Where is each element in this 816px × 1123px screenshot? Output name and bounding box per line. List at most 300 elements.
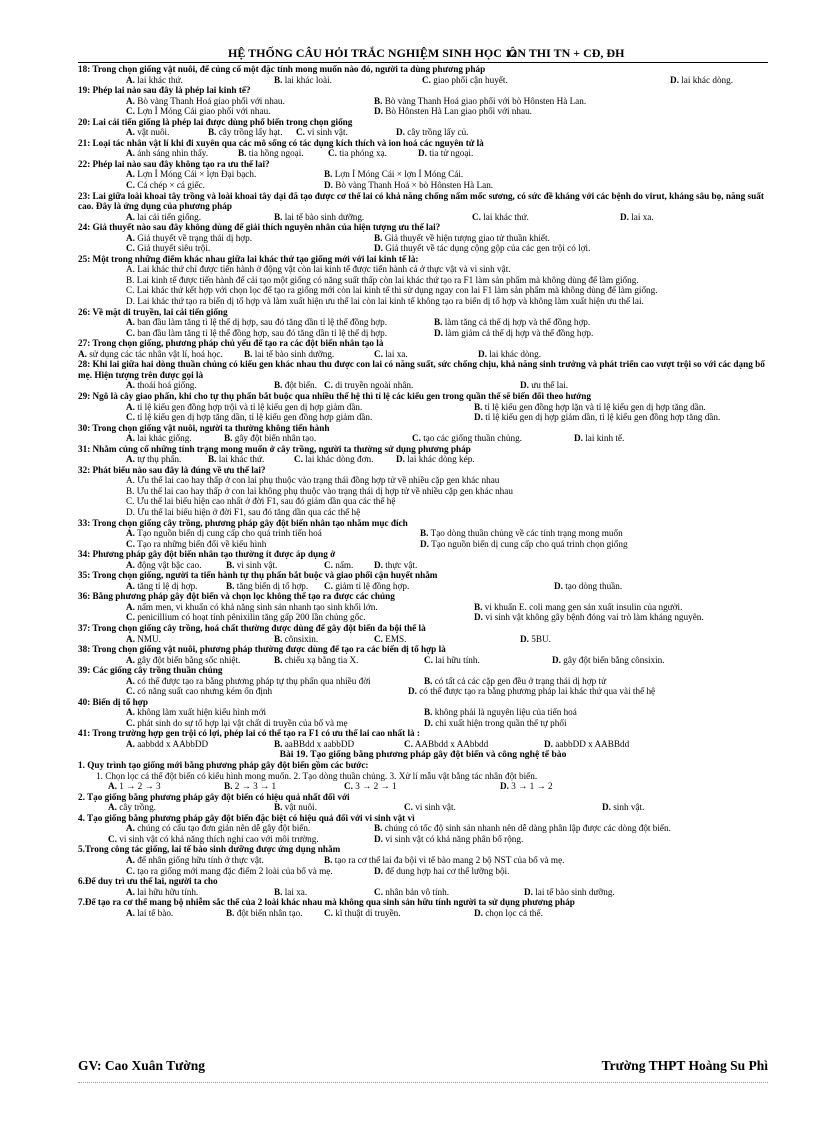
question-stem: 31: Nhằm củng cố những tính trạng mong muốn ở cây trồng, người ta thường sử dụng phương pháp <box>78 443 471 454</box>
option-text: 2 → 3 → 1 <box>234 781 277 792</box>
options-row <box>78 433 768 444</box>
option-text: gây đột biến nhân tạo. <box>234 433 317 444</box>
page-header <box>78 46 768 62</box>
option-text: lai tế bào sinh dưỡng. <box>254 348 335 359</box>
answer-option <box>226 560 277 571</box>
answer-option <box>274 887 307 898</box>
option-letter: A. <box>78 348 87 359</box>
answer-option <box>274 634 318 645</box>
answer-option <box>126 718 348 729</box>
option-letter: C. <box>324 559 333 570</box>
option-letter: B. <box>424 675 433 686</box>
answer-option <box>422 75 508 86</box>
answer-option <box>544 739 629 750</box>
option-letter: B. <box>274 739 283 749</box>
option-letter: C. <box>296 127 305 138</box>
answer-option <box>374 887 449 898</box>
option-text: lai xa. <box>385 348 408 359</box>
answer-option <box>324 908 401 919</box>
option-text: cônsixin. <box>284 633 319 644</box>
options-row <box>78 823 768 834</box>
option-letter: A. <box>126 907 135 918</box>
option-text: Lợn Ỉ Móng Cái × lợn Ỉ Móng Cái. <box>334 169 464 180</box>
option-text: nhân bản vô tính. <box>385 886 450 897</box>
options-row <box>78 739 768 750</box>
option-text: để nhân giống hữu tính ở thực vật. <box>137 855 264 866</box>
answer-option <box>424 655 480 666</box>
option-letter: B. <box>226 559 235 570</box>
answer-option <box>126 560 202 571</box>
answer-option <box>244 349 334 360</box>
option-text: kĩ thuật di truyền. <box>335 907 401 918</box>
option-text: vật nuôi. <box>284 802 317 813</box>
options-row <box>78 148 768 159</box>
question-stem: 30: Trong chọn giống vật nuôi, người ta thường không tiến hành <box>78 422 330 433</box>
option-text: lai kinh tế. <box>585 433 625 444</box>
option-text: NMU. <box>137 633 161 644</box>
answer-option <box>620 212 654 223</box>
answer-option <box>126 317 387 328</box>
answer-option <box>324 180 493 191</box>
option-text: tỉ lệ kiểu gen đồng hợp lặn và tỉ lệ kiểu gen dị hợp tăng dần. <box>484 401 706 412</box>
options-row <box>78 402 768 413</box>
answer-option <box>296 127 348 138</box>
answer-option <box>126 380 197 391</box>
answer-option <box>412 433 522 444</box>
option-letter: C. <box>472 211 481 222</box>
option-letter: B. <box>420 528 429 539</box>
question-stem: 29: Ngô là cây giao phấn, khi cho tự thụ phấn bắt buộc qua nhiều thế hệ thì tỉ lệ các kiểu gen trong quần thể sẽ biến đổi theo hướng <box>78 390 591 401</box>
option-text: lai tế bào sinh dưỡng. <box>535 886 615 897</box>
answer-option <box>374 243 590 254</box>
options-row <box>78 349 768 360</box>
question-stem: 25: Một trong những điểm khác nhau giữa lai khác thứ tạo giống mới với lai kinh tế là: <box>78 253 419 264</box>
option-letter: B. <box>374 823 383 834</box>
option-letter: D. <box>520 380 529 391</box>
option-letter: A. <box>126 169 135 180</box>
answer-option <box>226 908 303 919</box>
option-text: tạo ra giống mới mang đặc điểm 2 loài của bố và mẹ. <box>137 865 333 876</box>
option-text: lai khác thứ. <box>137 74 183 85</box>
answer-option <box>434 328 593 339</box>
options-row <box>78 602 768 613</box>
answer-option <box>294 454 373 465</box>
option-letter: D. <box>374 833 383 844</box>
question-stem: 39: Các giống cây trồng thuần chủng <box>78 665 223 676</box>
options-row <box>78 96 768 107</box>
option-text: ban đầu làm tăng tỉ lệ thể dị hợp, sau đó tăng dần tỉ lệ thể đồng hợp. <box>137 317 388 328</box>
answer-option <box>554 581 622 592</box>
option-text: aabbdd x AAbbDD <box>137 739 209 749</box>
answer-option <box>424 707 577 718</box>
option-text: đột biến nhân tạo. <box>236 907 303 918</box>
option-text: Bò vàng Thanh Hoá giao phối với nhau. <box>137 95 285 106</box>
answer-option <box>126 539 266 550</box>
answer-option <box>424 676 606 687</box>
page-footer <box>78 1058 768 1078</box>
option-text: tia tử ngoại. <box>429 148 474 159</box>
answer-option <box>374 349 408 360</box>
answer-option <box>126 602 378 613</box>
option-text: 3 → 2 → 1 <box>355 781 397 792</box>
option-text: sinh vật. <box>613 802 645 813</box>
question-stem: 35: Trong chọn giống, người ta tiến hành tự thụ phấn bắt buộc và giao phối cận huyết nhằm <box>78 570 438 581</box>
option-text: tự thụ phấn. <box>137 454 182 465</box>
option-text: vi sinh vật có khả năng phân bố rộng. <box>385 833 524 844</box>
answer-option: D. Ưu thế lai biểu hiện ở đời F1, sau đó tăng dần qua các thế hệ <box>126 506 361 517</box>
option-letter: C. <box>108 833 117 844</box>
answer-option <box>126 169 256 180</box>
option-letter: C. <box>344 781 353 792</box>
option-letter: B. <box>474 401 483 412</box>
answer-option <box>574 433 624 444</box>
options-row <box>78 560 768 571</box>
answer-option <box>108 802 156 813</box>
option-letter: B. <box>434 317 443 328</box>
option-letter: D. <box>520 633 529 644</box>
answer-option <box>126 402 362 413</box>
options-row <box>78 75 768 86</box>
option-letter: B. <box>324 855 333 866</box>
option-letter: D. <box>620 211 629 222</box>
answer-option <box>126 887 198 898</box>
option-text: chúng có tốc độ sinh sản nhanh nên dễ dàng phân lập được các dòng đột biến. <box>384 823 671 834</box>
answer-option <box>126 148 208 159</box>
option-letter: A. <box>126 739 135 749</box>
answer-option <box>126 328 387 339</box>
option-text: aaBBdd x aabbDD <box>284 739 355 749</box>
option-text: ưu thế lai. <box>531 380 569 391</box>
option-letter: A. <box>126 433 135 444</box>
option-letter: B. <box>224 433 233 444</box>
option-letter: A. <box>126 148 135 159</box>
answer-option <box>374 233 550 244</box>
option-letter: D. <box>374 106 383 117</box>
option-letter: C. <box>126 612 135 623</box>
question-stem: 32: Phát biểu nào sau đây là đúng về ưu thế lai? <box>78 464 266 475</box>
options-row <box>78 802 768 813</box>
option-letter: C. <box>126 865 135 876</box>
answer-option <box>374 834 523 845</box>
options-row <box>78 454 768 465</box>
option-text: tỉ lệ kiểu gen đồng hợp trội và tỉ lệ kiểu gen dị hợp giảm dần. <box>137 401 363 412</box>
option-letter: A. <box>126 707 135 718</box>
option-letter: B. <box>374 232 383 243</box>
option-text: vi sinh vật không gây bệnh đóng vai trò làm kháng nguyên. <box>485 612 704 623</box>
option-letter: D. <box>670 74 679 85</box>
option-letter: D. <box>374 243 383 254</box>
option-letter: B. <box>226 580 235 591</box>
option-letter: A. <box>126 823 135 834</box>
question-stem: 20: Lai cải tiến giống là phép lai được dùng phổ biến trong chọn giống <box>78 116 353 127</box>
answer-option <box>126 823 310 834</box>
answer-option <box>226 581 308 592</box>
answer-option <box>126 612 366 623</box>
answer-option <box>274 655 358 666</box>
option-letter: A. <box>126 580 135 591</box>
option-text: lai tế bào. <box>137 907 174 918</box>
answer-option: D. Lai khác thứ tạo ra biến dị tổ hợp và làm xuất hiện ưu thế lai còn lai kinh tế không tạo ra biến dị tổ hợp và không làm xuất hiện ưu thế lai. <box>126 296 644 307</box>
option-text: vi sinh vật. <box>236 559 278 570</box>
option-letter: D. <box>396 454 405 465</box>
answer-option <box>126 180 205 191</box>
answer-option <box>324 581 409 592</box>
option-letter: A. <box>126 528 135 539</box>
answer-option <box>552 655 665 666</box>
option-text: tia hồng ngoại. <box>248 148 304 159</box>
answer-option <box>474 612 704 623</box>
option-letter: C. <box>404 802 413 813</box>
options-row <box>78 908 768 919</box>
options-row <box>78 243 768 254</box>
question-stem: 27: Trong chọn giống, phương pháp chủ yếu để tạo ra các đột biến nhân tạo là <box>78 338 384 349</box>
option-letter: B. <box>208 127 217 138</box>
option-letter: D. <box>418 148 427 159</box>
option-text: Tạo dòng thuần chủng về các tính trạng mong muốn <box>430 528 623 539</box>
option-letter: D. <box>554 580 563 591</box>
option-letter: B. <box>226 907 235 918</box>
question-stem: 1. Quy trình tạo giống mới bằng phương pháp gây đột biến gồm các bước: <box>78 760 369 771</box>
option-text: lai khác dòng kép. <box>407 454 475 465</box>
option-letter: D. <box>424 717 433 728</box>
option-letter: B. <box>208 454 217 465</box>
option-text: Tạo nguồn biến dị cung cấp cho quá trình chọn giống <box>431 538 628 549</box>
answer-option: B. Lai kinh tế được tiến hành để cải tạo một giống có năng suất thấp còn lai khác thứ tạo ra F1 làm sản phẩm mà không dùng để làm giống. <box>126 274 639 285</box>
option-letter: B. <box>274 654 283 665</box>
answer-option <box>434 317 590 328</box>
option-letter: D. <box>420 538 429 549</box>
answer-option: A. Ưu thế lai cao hay thấp ở con lai phụ thuộc vào trạng thái đồng hợp tử về nhiều cặp gen khác nhau <box>126 475 500 486</box>
option-text: lai khác thứ. <box>218 454 265 465</box>
answer-option <box>274 380 317 391</box>
options-row <box>78 781 768 792</box>
option-text: không làm xuất hiện kiểu hình mới <box>137 707 267 718</box>
option-letter: A. <box>126 232 135 243</box>
answer-option <box>374 106 532 117</box>
question-list <box>78 64 768 918</box>
option-text: chúng có cấu tạo đơn giản nên dễ gây đột biến. <box>137 823 311 834</box>
option-text: gây đột biến bằng sốc nhiệt. <box>137 654 241 665</box>
option-text: tia phóng xạ. <box>339 148 387 159</box>
option-text: tăng tỉ lệ dị hợp. <box>137 580 198 591</box>
option-text: gây đột biến bằng cônsixin. <box>563 654 665 665</box>
answer-option <box>126 528 322 539</box>
option-text: nấm men, vi khuẩn có khả năng sinh sản nhanh tạo sinh khối lớn. <box>137 601 378 612</box>
answer-option <box>274 212 364 223</box>
answer-option <box>108 781 161 792</box>
option-letter: A. <box>108 781 117 792</box>
answer-option <box>108 834 319 845</box>
option-text: tỉ lệ kiểu gen dị hợp tăng dần, tỉ lệ kiểu gen đồng hợp giảm dần. <box>137 412 373 423</box>
question-stem: 7.Để tạo ra cơ thể mang bộ nhiễm sắc thể của 2 loài khác nhau mà không qua sinh sản hữu tính người ta sử dụng phương pháp <box>78 897 575 908</box>
answer-option <box>474 412 720 423</box>
header-subtitle: ÔN THI TN + CĐ, ĐH <box>508 46 625 60</box>
option-letter: A. <box>126 654 135 665</box>
option-letter: B. <box>324 169 333 180</box>
answer-option <box>324 169 463 180</box>
answer-option <box>344 781 397 792</box>
option-text: Giả thuyết về hiện tượng giao tử thuần khiết. <box>384 232 550 243</box>
option-text: thực vật. <box>385 559 418 570</box>
option-text: vi sinh vật có khả năng thích nghi cao với môi trường. <box>119 833 319 844</box>
answer-option <box>78 349 223 360</box>
option-text: lai khác loài. <box>284 74 332 85</box>
question-stem: 19: Phép lai nào sau đây là phép lai kinh tế? <box>78 85 251 96</box>
options-row <box>78 233 768 244</box>
option-letter: D. <box>602 802 611 813</box>
option-text: có năng suất cao nhưng kém ổn định <box>137 686 273 697</box>
step-list: 1. Chọn lọc cá thể đột biến có kiểu hình mong muốn. 2. Tạo dòng thuần chủng. 3. Xử lí mẫu vật bằng tác nhân đột biến. <box>96 770 538 781</box>
option-letter: B. <box>274 633 283 644</box>
option-text: tạo ra cơ thể lai đa bội vì tế bào mang 2 bộ NST của bố và mẹ. <box>334 855 565 866</box>
option-letter: D. <box>408 686 417 697</box>
option-text: giảm tỉ lệ đồng hợp. <box>335 580 410 591</box>
option-text: 5BU. <box>531 633 551 644</box>
option-text: giao phối cận huyết. <box>433 74 508 85</box>
question-stem: 18: Trong chọn giống vật nuôi, để củng cố một đặc tính mong muốn nào đó, người ta dùng phương pháp <box>78 64 486 74</box>
options-row <box>78 317 768 328</box>
footer-rule <box>78 1082 768 1083</box>
answer-option <box>324 380 413 391</box>
answer-option <box>374 96 586 107</box>
answer-option <box>420 528 623 539</box>
option-letter: A. <box>126 855 135 866</box>
option-letter: C. <box>324 580 333 591</box>
option-text: có tất cả các cặp gen đều ở trạng thái dị hợp tử <box>434 675 607 686</box>
option-text: để dung hợp hai cơ thể lưỡng bội. <box>385 865 510 876</box>
option-text: 3 → 1 → 2 <box>511 781 553 792</box>
option-text: Giả thuyết về tác dụng cộng gộp của các gen trội có lợi. <box>385 243 591 254</box>
answer-option <box>126 676 371 687</box>
option-letter: B. <box>274 886 283 897</box>
options-row <box>78 707 768 718</box>
options-row <box>78 212 768 223</box>
answer-option <box>396 454 475 465</box>
answer-option <box>474 908 543 919</box>
options-row <box>78 887 768 898</box>
answer-option <box>478 349 541 360</box>
answer-option <box>126 233 252 244</box>
answer-option <box>418 148 473 159</box>
option-text: có thể được tạo ra bằng phương pháp lai khác thứ qua vài thế hệ <box>419 686 656 697</box>
option-letter: A. <box>126 601 135 612</box>
option-letter: B. <box>274 74 283 85</box>
header-rule <box>78 62 768 63</box>
answer-option <box>474 602 682 613</box>
option-text: Lợn Ỉ Móng Cái giao phối với nhau. <box>137 106 271 117</box>
option-text: nấm. <box>335 559 354 570</box>
option-letter: D. <box>552 654 561 665</box>
answer-option: C. Lai khác thứ kết hợp với chọn lọc để tạo ra giống mới còn lai kinh tế thì sử dụng ngay con lai F1 làm sản phẩm mà không dùng để làm giống. <box>126 285 658 296</box>
question-stem: 24: Giả thuyết nào sau đây không dùng để giải thích nguyên nhân của hiện tượng ưu thế lai? <box>78 222 441 233</box>
document-page <box>78 46 768 918</box>
answer-option <box>126 212 201 223</box>
option-text: ánh sáng nhìn thấy. <box>137 148 209 159</box>
answer-option <box>324 855 564 866</box>
option-letter: D. <box>544 739 553 749</box>
option-text: thoái hoá giống. <box>137 380 197 391</box>
option-letter: A. <box>126 633 135 644</box>
answer-option <box>126 655 240 666</box>
question-stem: 33: Trong chọn giống cây trồng, phương pháp gây đột biến nhân tạo nhằm mục đích <box>78 517 408 528</box>
option-letter: B. <box>274 802 283 813</box>
answer-option <box>404 802 456 813</box>
option-letter: B. <box>274 211 283 222</box>
answer-option <box>274 802 317 813</box>
answer-option <box>126 433 192 444</box>
option-letter: D. <box>524 886 533 897</box>
option-letter: B. <box>274 380 283 391</box>
option-letter: D. <box>574 433 583 444</box>
option-text: Tạo nguồn biến dị cung cấp cho quá trình tiến hoá <box>137 528 322 539</box>
options-row <box>78 866 768 877</box>
option-text: lai khác dòng. <box>489 348 542 359</box>
answer-option <box>126 739 208 750</box>
option-letter: A. <box>126 886 135 897</box>
option-letter: D. <box>474 612 483 623</box>
option-text: penicillium có hoạt tính pênixilin tăng gấp 200 lần chủng gốc. <box>137 612 366 623</box>
question-stem: 23: Lai giữa loài khoai tây trồng và loài khoai tây dại đã tạo được cơ thể lai có khả năng chống nấm mốc sương, có sức đề kháng với các bệnh do virut, kháng sâu bọ, năng suất cao. Đây là ứng dụng của phương pháp <box>78 190 764 212</box>
option-letter: A. <box>126 380 135 391</box>
option-letter: C. <box>126 327 135 338</box>
option-letter: C. <box>422 74 431 85</box>
option-letter: D. <box>474 412 483 423</box>
option-letter: B. <box>238 148 247 159</box>
answer-option <box>126 908 173 919</box>
answer-option <box>474 402 706 413</box>
answer-option <box>126 127 169 138</box>
option-letter: B. <box>224 781 233 792</box>
option-text: không phải là nguyên liệu của tiến hoá <box>434 707 577 718</box>
options-row <box>78 718 768 729</box>
answer-option <box>126 412 372 423</box>
option-letter: D. <box>324 180 333 191</box>
options-row <box>78 127 768 138</box>
answer-option <box>126 707 266 718</box>
option-text: Giả thuyết về trạng thái dị hợp. <box>137 232 253 243</box>
option-text: lai xa. <box>284 886 308 897</box>
option-text: chọn lọc cá thể. <box>485 907 543 918</box>
options-row <box>78 380 768 391</box>
options-row <box>78 855 768 866</box>
option-text: vi khuẩn E. coli mang gen sản xuất insulin của người. <box>484 601 683 612</box>
option-text: cây trồng lấy hạt. <box>218 127 283 138</box>
option-text: Bò vàng Thanh Hoá × bò Hônsten Hà Lan. <box>335 180 494 191</box>
option-text: aabbDD x AABBdd <box>555 739 630 749</box>
option-text: vật nuôi. <box>137 127 170 138</box>
option-text: di truyền ngoài nhân. <box>335 380 414 391</box>
options-row <box>78 581 768 592</box>
answer-option: C. Ưu thế lai biểu hiện cao nhất ở đời F1, sau đó giảm dần qua các thế hệ <box>126 496 396 507</box>
question-stem: 40: Biến dị tổ hợp <box>78 696 148 707</box>
footer-teacher: GV: Cao Xuân Tường <box>78 1058 205 1073</box>
options-row <box>78 539 768 550</box>
option-text: làm tăng cả thể dị hợp và thể đồng hợp. <box>444 317 591 328</box>
option-letter: C. <box>424 654 433 665</box>
option-letter: C. <box>374 348 383 359</box>
option-text: tỉ lệ kiểu gen dị hợp giảm dần, tỉ lệ kiểu gen đồng hợp tăng dần. <box>485 412 721 423</box>
answer-option <box>524 887 615 898</box>
option-text: ban đầu làm tăng tỉ lệ thể đồng hợp, sau đó tăng dần tỉ lệ thể dị hợp. <box>137 327 388 338</box>
option-text: phát sinh do sự tổ hợp lại vật chất di truyền của bố và mẹ <box>137 717 348 728</box>
option-text: tạo dòng thuần. <box>565 580 623 591</box>
option-text: Cá chép × cá giếc. <box>137 180 205 191</box>
question-stem: 34: Phương pháp gây đột biến nhân tạo thường ít được áp dụng ở <box>78 549 336 560</box>
option-letter: A. <box>126 211 135 222</box>
answer-option <box>374 823 671 834</box>
question-stem: 5.Trong công tác giống, lai tế bào sinh dưỡng được ứng dụng nhằm <box>78 844 341 855</box>
answer-option <box>224 433 316 444</box>
